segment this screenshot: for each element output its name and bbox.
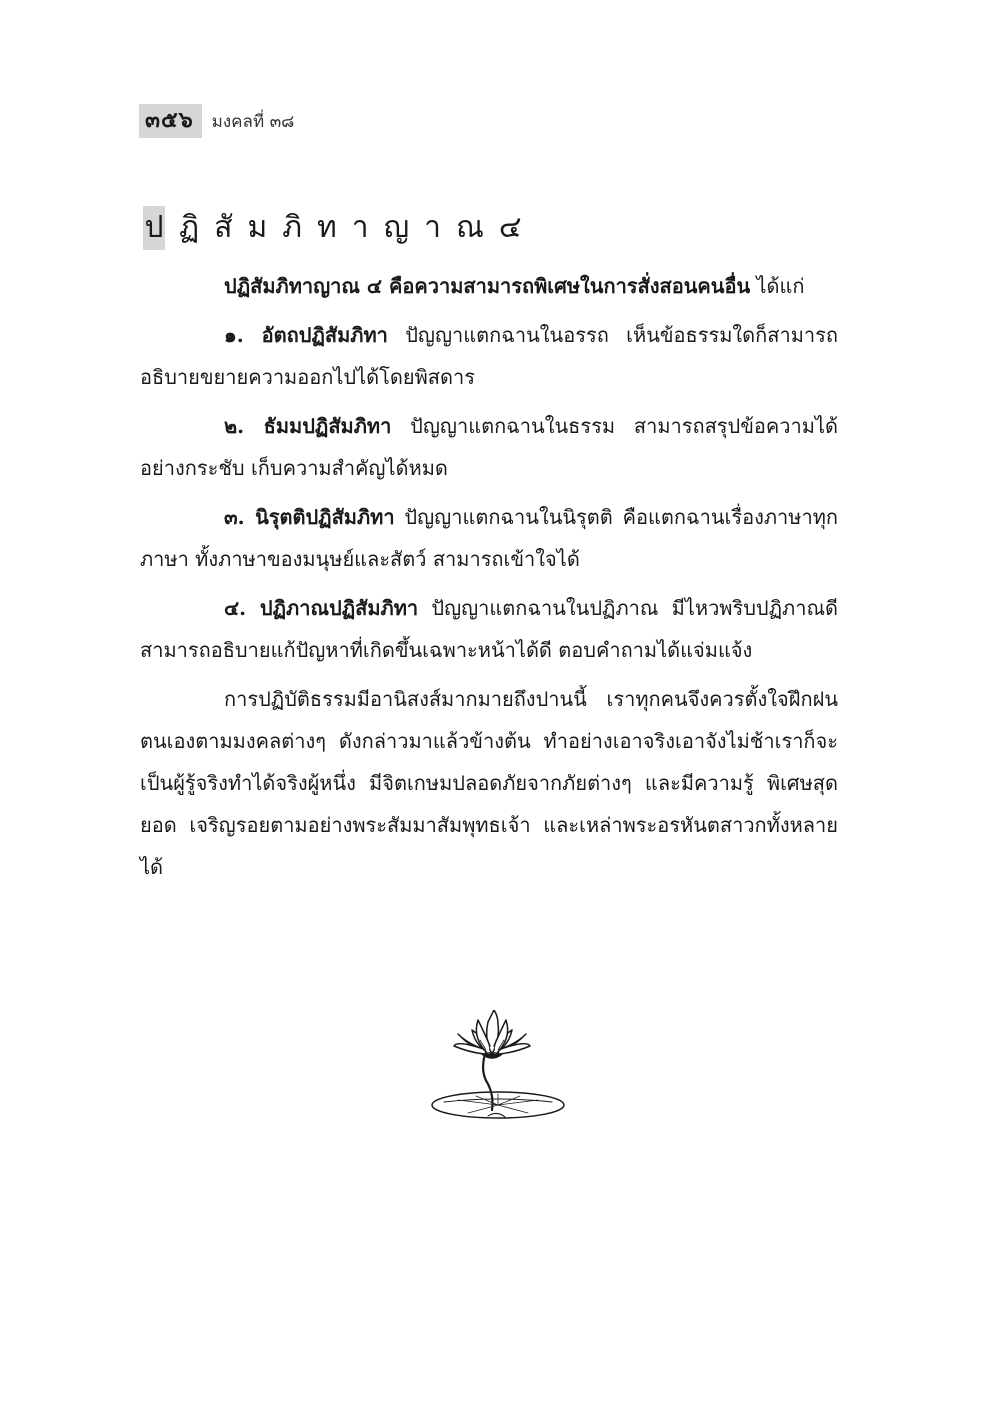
paragraph	[140, 587, 838, 671]
lotus-icon	[428, 1010, 566, 1122]
paragraph	[140, 265, 838, 307]
page-number: ๓๕๖	[139, 104, 202, 138]
paragraph	[140, 405, 838, 489]
paragraph-text: ปัญญาแตกฉานในปฏิภาณ มีไหวพริบปฏิภาณดี สามารถอธิบายแก้ปัญหาที่เกิดขึ้นเฉพาะหน้าได้ดี ตอบคำถามได้แจ่มแจ้ง	[140, 596, 839, 662]
paragraph	[140, 496, 838, 580]
running-head: มงคลที่ ๓๘	[211, 111, 295, 132]
paragraph-lead: ปฏิสัมภิทาญาณ ๔ คือความสามารถพิเศษในการสั่งสอนคนอื่น	[224, 274, 751, 298]
paragraph	[140, 678, 838, 888]
title-rest: ฏิสัมภิทาญาณ๔	[179, 210, 537, 245]
paragraph-lead: ๒. ธัมมปฏิสัมภิทา	[224, 414, 392, 438]
section-title	[143, 204, 537, 251]
title-first-char: ป	[143, 206, 165, 250]
paragraph-lead: ๔. ปฏิภาณปฏิสัมภิทา	[224, 596, 419, 620]
paragraph-text: ปัญญาแตกฉานในอรรถ เห็นข้อธรรมใดก็สามารถอธิบายขยายความออกไปได้โดยพิสดาร	[140, 323, 838, 389]
paragraph-text: ปัญญาแตกฉานในนิรุตติ คือแตกฉานเรื่องภาษาทุกภาษา ทั้งภาษาของมนุษย์และสัตว์ สามารถเข้าใจได้	[140, 505, 838, 571]
paragraph	[140, 314, 838, 398]
page-header	[139, 104, 294, 138]
body-text	[140, 265, 838, 895]
paragraph-text: ปัญญาแตกฉานในธรรม สามารถสรุปข้อความได้อย่างกระชับ เก็บความสำคัญได้หมด	[140, 414, 838, 480]
paragraph-lead: ๓. นิรุตติปฏิสัมภิทา	[224, 505, 395, 529]
paragraph-lead: ๑. อัตถปฏิสัมภิทา	[224, 323, 388, 347]
paragraph-text: ได้แก่	[750, 274, 805, 298]
paragraph-text: การปฏิบัติธรรมมีอานิสงส์มากมายถึงปานนี้ เราทุกคนจึงควรตั้งใจฝึกฝนตนเองตามมงคลต่างๆ ดังกล่าวมาแล้วข้างต้น ทำอย่างเอาจริงเอาจังไม่ช้าเราก็จะเป็นผู้รู้จริงทำได้จริงผู้หนึ่ง มีจิตเกษมปลอดภัยจากภัยต่างๆ และมีความรู้ พิเศษสุดยอด เจริญรอยตามอย่างพระสัมมาสัมพุทธเจ้า และเหล่าพระอรหันตสาวกทั้งหลายได้	[140, 687, 838, 879]
